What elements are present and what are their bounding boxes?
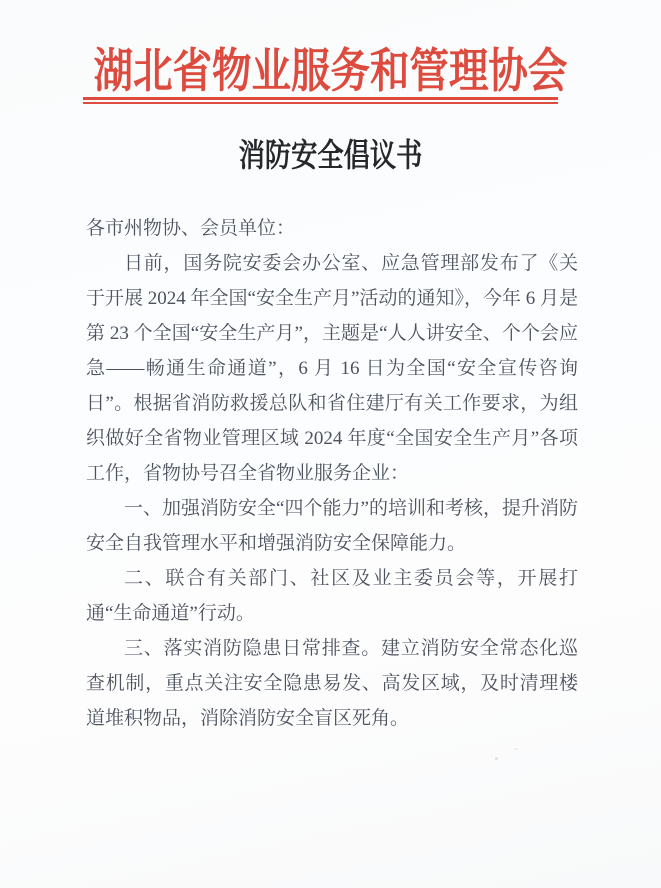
- document-title: 消防安全倡议书: [238, 137, 423, 173]
- salutation-line: 各市州物协、会员单位：: [86, 218, 296, 239]
- paragraph-item-2: 二、联合有关部门、社区及业主委员会等，开展打通“生命通道”行动。: [86, 568, 578, 624]
- document-body: [86, 211, 578, 736]
- paragraph-intro: 日前，国务院安委会办公室、应急管理部发布了《关于开展 2024 年全国“安全生产月”活动的通知》，今年 6 月是第 23 个全国“安全生产月”，主题是“人人讲安全、个个会应急——畅通生命通道”，6 月 16 日为全国“安全宣传咨询日”。根据省消防救援总队和省住建厅有关工作要求，为组织做好全省物业管理区域 2024 年度“全国安全生产月”各项工作，省物协号召全省物业服务企业：: [86, 253, 578, 484]
- letterhead-double-rule-bottom: [83, 102, 558, 104]
- scan-speck: [514, 748, 518, 750]
- letterhead-double-rule-top: [83, 97, 558, 100]
- letterhead-organization-name: 湖北省物业服务和管理协会: [93, 44, 568, 97]
- paragraph-item-1: 一、加强消防安全“四个能力”的培训和考核，提升消防安全自我管理水平和增强消防安全保障能力。: [86, 498, 578, 554]
- paragraph-item-3: 三、落实消防隐患日常排查。建立消防安全常态化巡查机制，重点关注安全隐患易发、高发区域，及时清理楼道堆积物品，消除消防安全盲区死角。: [86, 638, 578, 729]
- scan-speck: [495, 757, 498, 760]
